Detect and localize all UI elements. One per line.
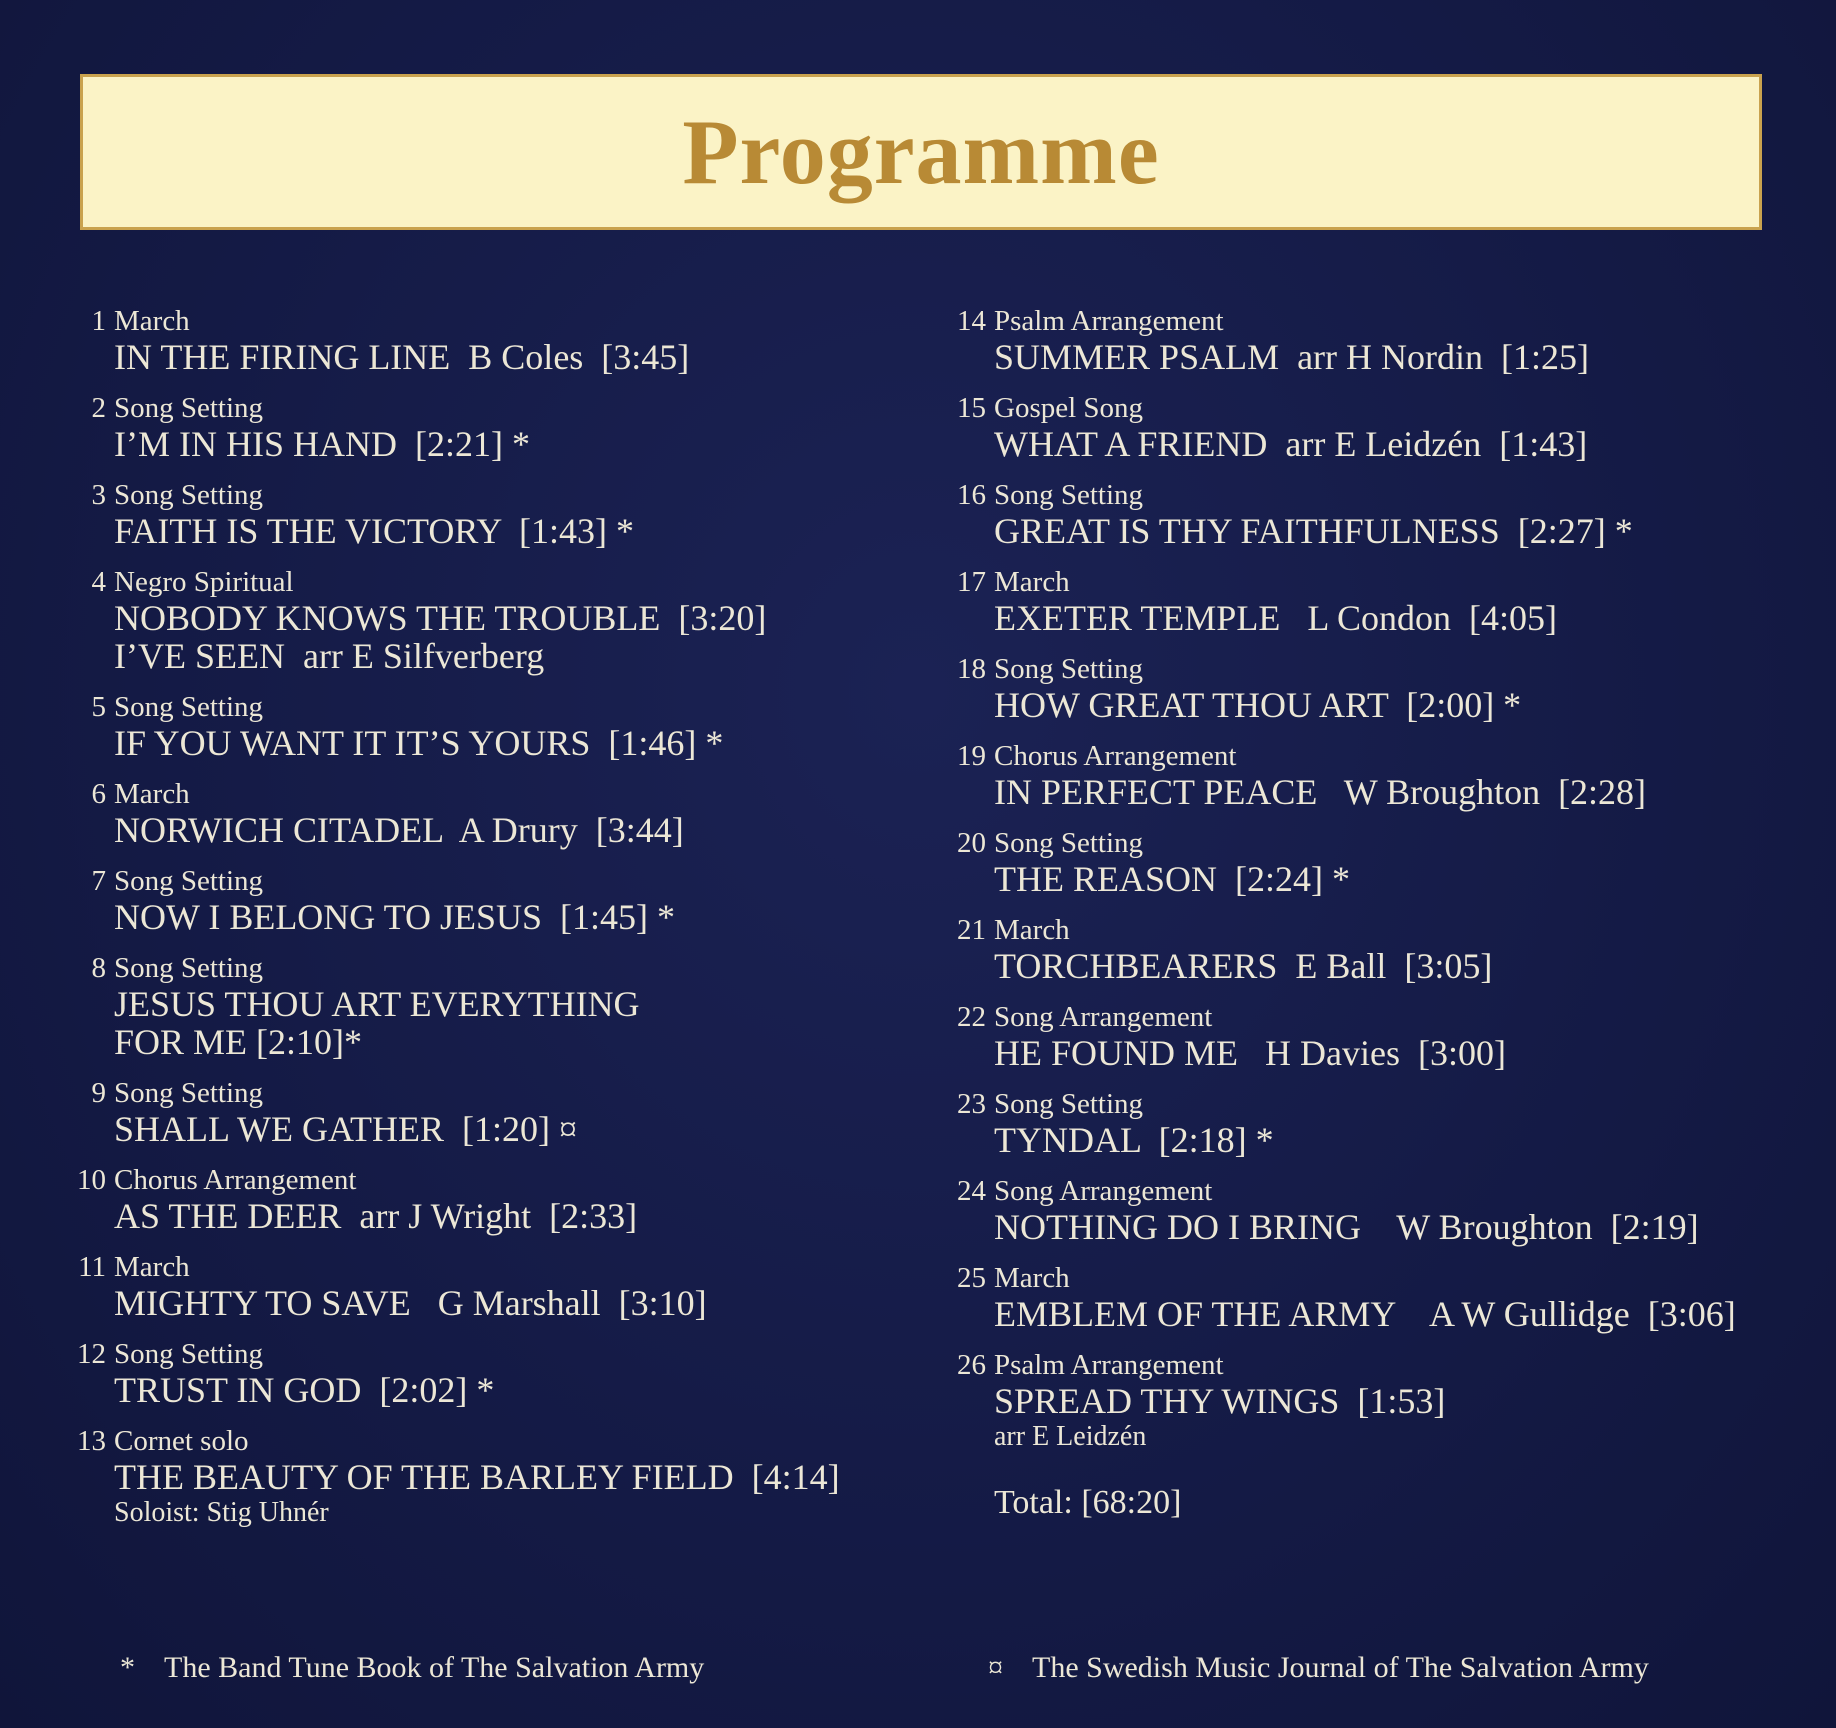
track-number: 17 xyxy=(957,566,986,598)
track-number: 24 xyxy=(957,1175,986,1207)
footnote-mark: * xyxy=(120,1651,135,1684)
track-title: HOW GREAT THOU ART [2:00] * xyxy=(994,685,1522,725)
track-item xyxy=(60,478,910,550)
track-category: Song Setting xyxy=(994,1088,1144,1120)
track-number: 13 xyxy=(77,1425,106,1457)
track-category: Song Arrangement xyxy=(994,1001,1213,1033)
track-title: FAITH IS THE VICTORY [1:43] * xyxy=(114,511,635,551)
track-number: 3 xyxy=(91,479,106,511)
total-duration: Total: [68:20] xyxy=(994,1484,1182,1521)
track-number: 8 xyxy=(91,952,106,984)
track-item xyxy=(940,913,1820,985)
track-item xyxy=(940,739,1820,811)
track-category: March xyxy=(994,1262,1070,1294)
footnote-text: The Band Tune Book of The Salvation Army xyxy=(164,1651,705,1684)
track-item xyxy=(60,690,910,762)
track-soloist: Soloist: Stig Uhnér xyxy=(114,1497,329,1528)
track-item xyxy=(940,1348,1820,1454)
track-number: 26 xyxy=(957,1349,986,1381)
track-item xyxy=(60,565,910,675)
track-category: Cornet solo xyxy=(114,1425,249,1457)
track-item xyxy=(940,1000,1820,1072)
track-title: HE FOUND ME H Davies [3:00] xyxy=(994,1033,1506,1073)
footnote-band-tune-book xyxy=(120,1650,704,1686)
track-item xyxy=(940,1087,1820,1159)
track-category: Song Setting xyxy=(114,392,264,424)
track-number: 11 xyxy=(78,1251,106,1283)
track-category: March xyxy=(114,1251,190,1283)
track-title: THE BEAUTY OF THE BARLEY FIELD [4:14] xyxy=(114,1457,840,1497)
track-number: 23 xyxy=(957,1088,986,1120)
track-title: NOTHING DO I BRING W Broughton [2:19] xyxy=(994,1207,1699,1247)
track-category: Song Setting xyxy=(114,865,264,897)
track-category: Song Arrangement xyxy=(994,1175,1213,1207)
programme-banner xyxy=(80,74,1762,230)
track-title: NORWICH CITADEL A Drury [3:44] xyxy=(114,810,684,850)
page-title: Programme xyxy=(682,101,1160,203)
track-number: 18 xyxy=(957,653,986,685)
track-title: IN THE FIRING LINE B Coles [3:45] xyxy=(114,337,690,377)
track-title: GREAT IS THY FAITHFULNESS [2:27] * xyxy=(994,511,1633,551)
track-number: 9 xyxy=(91,1077,106,1109)
track-item xyxy=(60,1337,910,1409)
track-list-right xyxy=(940,304,1820,1522)
track-number: 14 xyxy=(957,305,986,337)
track-number: 2 xyxy=(91,392,106,424)
track-item xyxy=(60,864,910,936)
track-category: March xyxy=(994,914,1070,946)
track-category: March xyxy=(994,566,1070,598)
track-item xyxy=(60,1163,910,1235)
track-number: 16 xyxy=(957,479,986,511)
track-category: Chorus Arrangement xyxy=(114,1164,357,1196)
track-item xyxy=(60,391,910,463)
track-title: NOW I BELONG TO JESUS [1:45] * xyxy=(114,897,676,937)
track-item xyxy=(60,1424,910,1530)
track-category: Song Setting xyxy=(994,479,1144,511)
track-number: 21 xyxy=(957,914,986,946)
track-number: 10 xyxy=(77,1164,106,1196)
track-title: TYNDAL [2:18] * xyxy=(994,1120,1274,1160)
track-category: March xyxy=(114,778,190,810)
track-item xyxy=(60,777,910,849)
track-category: Song Setting xyxy=(994,653,1144,685)
track-number: 19 xyxy=(957,740,986,772)
track-category: Psalm Arrangement xyxy=(994,305,1224,337)
track-title: SHALL WE GATHER [1:20] ¤ xyxy=(114,1109,577,1149)
track-item xyxy=(60,951,910,1061)
track-title: I’M IN HIS HAND [2:21] * xyxy=(114,424,530,464)
track-number: 22 xyxy=(957,1001,986,1033)
track-number: 5 xyxy=(91,691,106,723)
track-item xyxy=(940,1174,1820,1246)
track-category: Song Setting xyxy=(114,1338,264,1370)
track-title: JESUS THOU ART EVERYTHING FOR ME [2:10]* xyxy=(114,984,640,1062)
track-category: Song Setting xyxy=(114,691,264,723)
track-category: Chorus Arrangement xyxy=(994,740,1237,772)
footnote-swedish-journal xyxy=(988,1650,1649,1686)
track-item xyxy=(940,1261,1820,1333)
track-item xyxy=(940,826,1820,898)
track-item xyxy=(60,1250,910,1322)
track-item xyxy=(940,478,1820,550)
track-category: Psalm Arrangement xyxy=(994,1349,1224,1381)
track-number: 6 xyxy=(91,778,106,810)
track-item xyxy=(60,304,910,376)
track-arranger: arr E Leidzén xyxy=(994,1421,1147,1452)
track-number: 25 xyxy=(957,1262,986,1294)
track-item xyxy=(940,304,1820,376)
track-title: SUMMER PSALM arr H Nordin [1:25] xyxy=(994,337,1590,377)
track-item xyxy=(940,652,1820,724)
track-number: 1 xyxy=(91,305,106,337)
track-number: 15 xyxy=(957,392,986,424)
track-category: Song Setting xyxy=(114,1077,264,1109)
track-number: 7 xyxy=(91,865,106,897)
track-item xyxy=(940,565,1820,637)
track-title: TRUST IN GOD [2:02] * xyxy=(114,1370,495,1410)
track-title: IF YOU WANT IT IT’S YOURS [1:46] * xyxy=(114,723,724,763)
track-title: EXETER TEMPLE L Condon [4:05] xyxy=(994,598,1557,638)
footnote-mark: ¤ xyxy=(988,1651,1003,1684)
track-category: Song Setting xyxy=(994,827,1144,859)
track-title: SPREAD THY WINGS [1:53] xyxy=(994,1381,1446,1421)
track-number: 4 xyxy=(91,566,106,598)
track-title: IN PERFECT PEACE W Broughton [2:28] xyxy=(994,772,1647,812)
track-title: NOBODY KNOWS THE TROUBLE [3:20] I’VE SEEN arr E Silfverberg xyxy=(114,598,767,676)
track-category: Gospel Song xyxy=(994,392,1144,424)
track-category: March xyxy=(114,305,190,337)
track-category: Negro Spiritual xyxy=(114,566,294,598)
track-title: MIGHTY TO SAVE G Marshall [3:10] xyxy=(114,1283,707,1323)
track-number: 20 xyxy=(957,827,986,859)
track-number: 12 xyxy=(77,1338,106,1370)
track-category: Song Setting xyxy=(114,952,264,984)
track-title: WHAT A FRIEND arr E Leidzén [1:43] xyxy=(994,424,1588,464)
track-title: THE REASON [2:24] * xyxy=(994,859,1350,899)
track-item xyxy=(60,1076,910,1148)
track-title: TORCHBEARERS E Ball [3:05] xyxy=(994,946,1493,986)
track-category: Song Setting xyxy=(114,479,264,511)
track-title: AS THE DEER arr J Wright [2:33] xyxy=(114,1196,638,1236)
track-title: EMBLEM OF THE ARMY A W Gullidge [3:06] xyxy=(994,1294,1736,1334)
track-item xyxy=(940,391,1820,463)
footnote-text: The Swedish Music Journal of The Salvation Army xyxy=(1032,1651,1649,1684)
track-list-left xyxy=(60,304,910,1545)
